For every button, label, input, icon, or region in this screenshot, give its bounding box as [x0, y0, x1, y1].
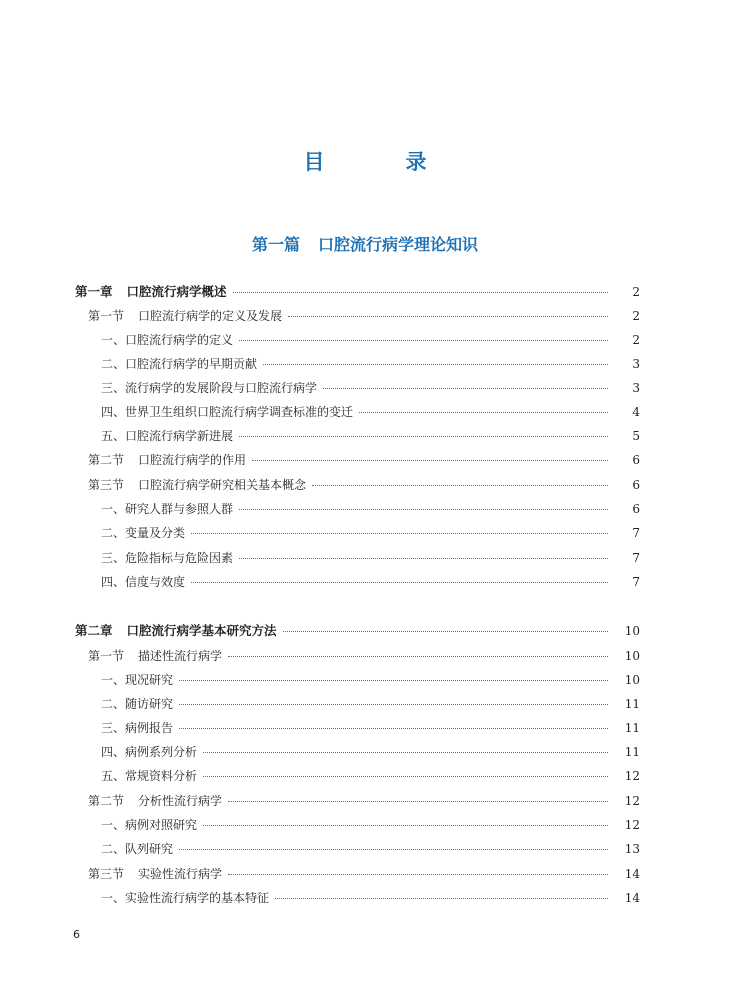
toc-page-number: 7 — [632, 575, 640, 589]
toc-item-row — [0, 328, 730, 352]
dot-leader — [191, 533, 608, 534]
toc-item-row — [0, 716, 730, 740]
toc-section-row — [0, 862, 730, 886]
toc-page-number: 3 — [632, 357, 640, 371]
toc-section-row — [0, 644, 730, 668]
dot-leader — [203, 776, 608, 777]
dot-leader — [203, 752, 608, 753]
toc-page-number: 2 — [632, 333, 640, 347]
dot-leader — [275, 898, 608, 899]
page-title: 目 录 — [303, 150, 457, 174]
toc-entry-title: 一、研究人群与参照人群 — [101, 502, 234, 516]
toc-chapter-row — [0, 280, 730, 304]
toc-entry-label: 口腔流行病学的作用 — [138, 453, 247, 467]
dot-leader — [228, 874, 608, 875]
toc-entry-title — [75, 280, 227, 304]
toc-chapter-row — [0, 619, 730, 643]
dot-leader — [179, 680, 608, 681]
toc-section-row — [0, 304, 730, 328]
dot-leader — [312, 485, 608, 486]
dot-leader — [239, 509, 608, 510]
toc-item-row — [0, 424, 730, 448]
toc-entry-title — [88, 862, 222, 886]
dot-leader — [323, 388, 608, 389]
part-number: 第一篇 — [251, 235, 300, 254]
toc-entry-title — [88, 304, 282, 328]
toc-page-number: 2 — [632, 309, 640, 323]
toc-entry-label: 口腔流行病学基本研究方法 — [126, 623, 277, 638]
toc-entry-title: 四、世界卫生组织口腔流行病学调查标准的变迁 — [101, 405, 354, 419]
toc-page-number: 6 — [632, 478, 640, 492]
toc-section-row — [0, 448, 730, 472]
toc-entry-title: 三、危险指标与危险因素 — [101, 551, 234, 565]
toc-entry-title — [88, 448, 246, 472]
toc-entry-title: 二、变量及分类 — [101, 526, 186, 540]
toc-page-number: 12 — [624, 818, 640, 832]
toc-entry-title — [88, 473, 306, 497]
toc-entry-number: 第二章 — [75, 623, 113, 638]
toc-entry-title: 二、随访研究 — [101, 697, 174, 711]
toc-entry-title: 一、实验性流行病学的基本特征 — [101, 891, 270, 905]
toc-page-number: 11 — [624, 721, 640, 735]
toc-entry-title — [75, 619, 277, 643]
toc-entry-title: 二、队列研究 — [101, 842, 174, 856]
toc-entry-title: 一、口腔流行病学的定义 — [101, 333, 234, 347]
toc-item-row — [0, 740, 730, 764]
toc-entry-label: 口腔流行病学的定义及发展 — [138, 309, 283, 323]
toc-page-number: 2 — [632, 285, 640, 299]
toc-item-row — [0, 813, 730, 837]
toc-entry-title: 一、现况研究 — [101, 673, 174, 687]
toc-item-row — [0, 692, 730, 716]
toc-entry-title: 四、病例系列分析 — [101, 745, 198, 759]
toc-item-row — [0, 764, 730, 788]
toc-entry-number: 第三节 — [88, 867, 125, 881]
toc-entry-title: 三、病例报告 — [101, 721, 174, 735]
dot-leader — [228, 801, 608, 802]
toc-page-number: 6 — [632, 453, 640, 467]
toc-entry-label: 口腔流行病学概述 — [126, 284, 227, 299]
toc-page-number: 12 — [624, 769, 640, 783]
dot-leader — [203, 825, 608, 826]
dot-leader — [263, 364, 608, 365]
toc-entry-number: 第二节 — [88, 794, 125, 808]
toc-section-row — [0, 789, 730, 813]
toc-page-number: 11 — [624, 697, 640, 711]
toc-entry-title — [88, 644, 222, 668]
toc-entry-label: 实验性流行病学 — [138, 867, 223, 881]
dot-leader — [252, 460, 608, 461]
toc-item-row — [0, 521, 730, 545]
toc-entry-title: 五、口腔流行病学新进展 — [101, 429, 234, 443]
dot-leader — [228, 656, 608, 657]
toc-item-row — [0, 352, 730, 376]
part-name: 口腔流行病学理论知识 — [318, 235, 479, 254]
dot-leader — [239, 436, 608, 437]
dot-leader — [179, 849, 608, 850]
toc-item-row — [0, 497, 730, 521]
toc-section-row — [0, 473, 730, 497]
toc-entry-label: 描述性流行病学 — [138, 649, 223, 663]
dot-leader — [179, 728, 608, 729]
toc-page-number: 4 — [632, 405, 640, 419]
toc-entry-number: 第一章 — [75, 284, 113, 299]
toc-item-row — [0, 546, 730, 570]
dot-leader — [179, 704, 608, 705]
toc-page-number: 13 — [624, 842, 640, 856]
toc-entry-label: 口腔流行病学研究相关基本概念 — [138, 478, 307, 492]
toc-entry-title — [88, 789, 222, 813]
toc-entry-title: 一、病例对照研究 — [101, 818, 198, 832]
toc-entry-number: 第一节 — [88, 309, 125, 323]
toc-page-number: 14 — [624, 867, 640, 881]
toc-entry-title: 三、流行病学的发展阶段与口腔流行病学 — [101, 381, 318, 395]
toc-page-number: 11 — [624, 745, 640, 759]
dot-leader — [191, 582, 608, 583]
toc-item-row — [0, 400, 730, 424]
dot-leader — [288, 316, 608, 317]
part-title — [0, 232, 730, 255]
page-number: 6 — [73, 928, 80, 941]
toc-item-row — [0, 886, 730, 910]
dot-leader — [233, 292, 608, 293]
toc-page-number: 5 — [632, 429, 640, 443]
toc-page-number: 10 — [624, 624, 640, 638]
toc-page-number: 12 — [624, 794, 640, 808]
dot-leader — [359, 412, 608, 413]
toc-entry-title: 四、信度与效度 — [101, 575, 186, 589]
toc-page-number: 7 — [632, 551, 640, 565]
toc-page-number: 7 — [632, 526, 640, 540]
toc-entry-number: 第一节 — [88, 649, 125, 663]
toc-page-number: 6 — [632, 502, 640, 516]
toc-item-row — [0, 668, 730, 692]
toc-page-number: 10 — [624, 673, 640, 687]
dot-leader — [239, 558, 608, 559]
toc-item-row — [0, 570, 730, 594]
toc-item-row — [0, 376, 730, 400]
toc-entry-title: 二、口腔流行病学的早期贡献 — [101, 357, 258, 371]
toc-entry-label: 分析性流行病学 — [138, 794, 223, 808]
toc-entry-number: 第二节 — [88, 453, 125, 467]
dot-leader — [283, 631, 608, 632]
toc-entry-number: 第三节 — [88, 478, 125, 492]
toc-item-row — [0, 837, 730, 861]
toc-page-number: 10 — [624, 649, 640, 663]
toc-entry-title: 五、常规资料分析 — [101, 769, 198, 783]
toc-page-number: 14 — [624, 891, 640, 905]
toc-page-number: 3 — [632, 381, 640, 395]
dot-leader — [239, 340, 608, 341]
